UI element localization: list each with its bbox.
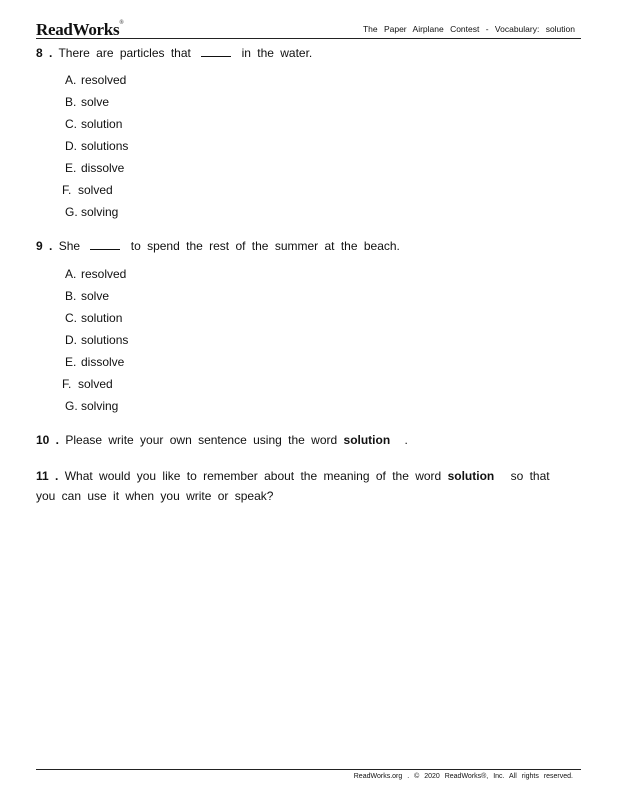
question-9 <box>36 239 400 253</box>
option-a[interactable]: A. resolved <box>65 73 127 87</box>
option-a[interactable]: A. resolved <box>65 267 127 281</box>
question-8 <box>36 46 312 60</box>
readworks-logo: ReadWorks® <box>36 20 124 39</box>
option-f[interactable]: F. solved <box>62 377 113 391</box>
option-d[interactable]: D. solutions <box>65 139 129 153</box>
question-end: . <box>404 433 408 447</box>
question-text-line1-end: so that <box>510 469 550 483</box>
option-c[interactable]: C. solution <box>65 311 123 325</box>
vocab-word: solution <box>447 469 495 483</box>
option-b[interactable]: B. solve <box>65 289 110 303</box>
question-8-options <box>62 69 129 223</box>
question-text-line1: What would you like to remember about the meaning of the word <box>64 469 442 483</box>
copyright-text: ReadWorks.org . © 2020 ReadWorks®, Inc. All rights reserved. <box>353 773 573 780</box>
option-e[interactable]: E. dissolve <box>65 355 125 369</box>
option-g[interactable]: G. solving <box>65 399 119 413</box>
option-e[interactable]: E. dissolve <box>65 161 125 175</box>
option-d[interactable]: D. solutions <box>65 333 129 347</box>
option-c[interactable]: C. solution <box>65 117 123 131</box>
question-text-after: to spend the rest of the summer at the beach. <box>130 239 400 253</box>
option-f[interactable]: F. solved <box>62 183 113 197</box>
answer-blank <box>201 47 231 57</box>
option-b[interactable]: B. solve <box>65 95 110 109</box>
answer-blank <box>90 240 120 250</box>
question-number: 11 . <box>36 469 59 483</box>
question-number: 8 . <box>36 46 53 60</box>
option-g[interactable]: G. solving <box>65 205 119 219</box>
question-9-options <box>62 263 129 417</box>
question-text-before: There are particles that <box>58 46 191 60</box>
header-title: The Paper Airplane Contest - Vocabulary: solution <box>362 24 575 34</box>
question-text-line2: you can use it when you write or speak? <box>36 489 274 503</box>
page-header <box>36 18 581 39</box>
page-footer <box>36 769 581 780</box>
question-number: 10 . <box>36 433 60 447</box>
vocab-word: solution <box>343 433 391 447</box>
question-text-after: in the water. <box>241 46 313 60</box>
question-10 <box>36 433 408 447</box>
question-11 <box>36 466 550 506</box>
question-text: Please write your own sentence using the word <box>65 433 338 447</box>
question-number: 9 . <box>36 239 53 253</box>
question-text-before: She <box>58 239 81 253</box>
